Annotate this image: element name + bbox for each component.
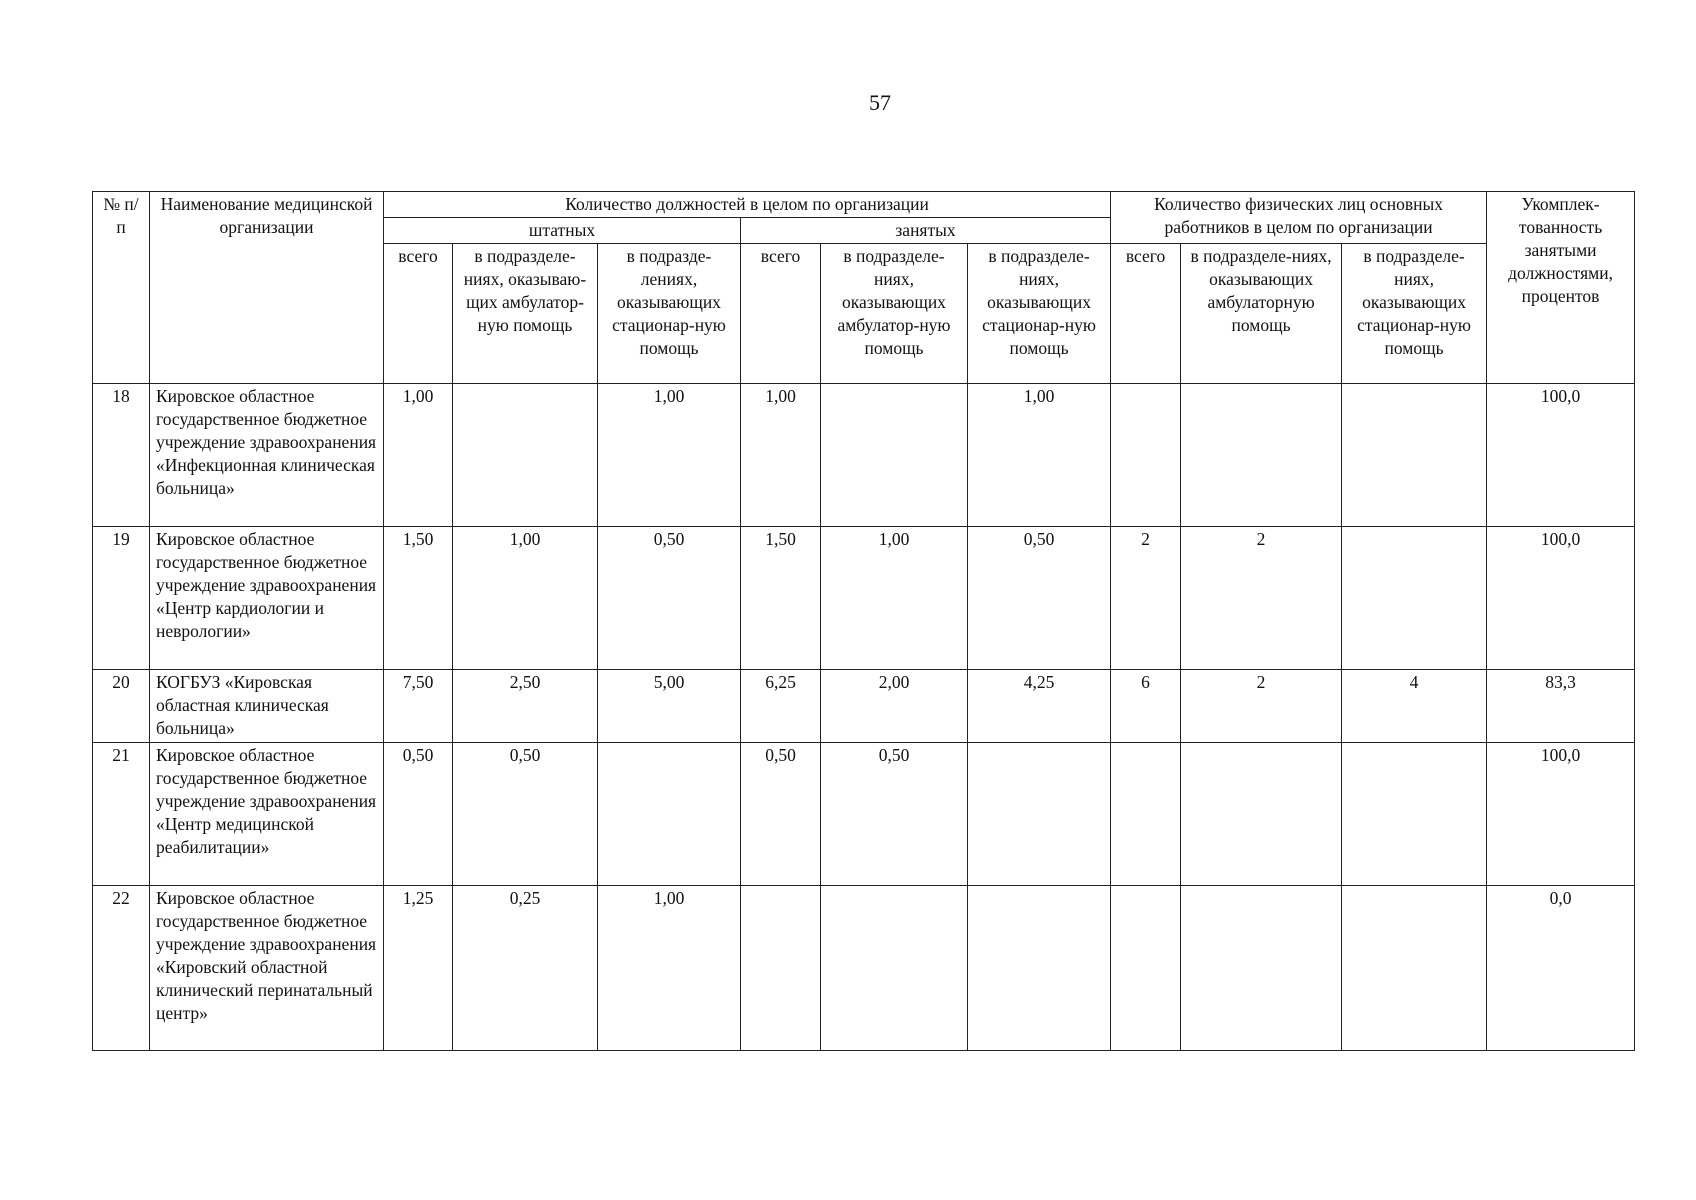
cell-occ-stat: 1,00 bbox=[968, 384, 1111, 527]
header-occ-total: всего bbox=[741, 244, 821, 384]
header-staff-total: всего bbox=[384, 244, 453, 384]
cell-pers-amb bbox=[1181, 886, 1342, 1051]
cell-name: КОГБУЗ «Кировская областная клиническая больница» bbox=[150, 670, 384, 743]
cell-staff-amb: 0,25 bbox=[453, 886, 598, 1051]
cell-staffing: 0,0 bbox=[1487, 886, 1635, 1051]
header-staff-sub: штатных bbox=[384, 218, 741, 244]
cell-no: 18 bbox=[93, 384, 150, 527]
header-pers-total: всего bbox=[1111, 244, 1181, 384]
cell-pers-stat bbox=[1342, 743, 1487, 886]
cell-occ-amb bbox=[821, 886, 968, 1051]
cell-occ-amb: 0,50 bbox=[821, 743, 968, 886]
cell-staff-stat: 1,00 bbox=[598, 384, 741, 527]
cell-occ-amb bbox=[821, 384, 968, 527]
header-staff-amb: в подразделе-ниях, оказываю-щих амбулатор-ную помощь bbox=[453, 244, 598, 384]
cell-occ-amb: 1,00 bbox=[821, 527, 968, 670]
cell-staff-total: 1,00 bbox=[384, 384, 453, 527]
cell-pers-stat bbox=[1342, 527, 1487, 670]
cell-staffing: 100,0 bbox=[1487, 743, 1635, 886]
cell-name: Кировское областное государственное бюджетное учреждение здравоохранения «Центр медицинской реабилитации» bbox=[150, 743, 384, 886]
cell-staff-amb: 2,50 bbox=[453, 670, 598, 743]
table-row bbox=[93, 743, 1635, 886]
cell-occ-total bbox=[741, 886, 821, 1051]
cell-no: 21 bbox=[93, 743, 150, 886]
cell-pers-amb: 2 bbox=[1181, 527, 1342, 670]
cell-staff-total: 1,25 bbox=[384, 886, 453, 1051]
cell-pers-total: 6 bbox=[1111, 670, 1181, 743]
cell-occ-total: 6,25 bbox=[741, 670, 821, 743]
cell-pers-total bbox=[1111, 886, 1181, 1051]
table-row bbox=[93, 886, 1635, 1051]
cell-staff-amb: 1,00 bbox=[453, 527, 598, 670]
cell-occ-total: 0,50 bbox=[741, 743, 821, 886]
header-name: Наименование медицинской организации bbox=[150, 192, 384, 384]
cell-staff-stat: 0,50 bbox=[598, 527, 741, 670]
cell-staff-amb: 0,50 bbox=[453, 743, 598, 886]
header-occ-stat: в подразделе-ниях, оказывающих стационар-ную помощь bbox=[968, 244, 1111, 384]
header-persons-group: Количество физических лиц основных работников в целом по организации bbox=[1111, 192, 1487, 244]
staffing-table bbox=[92, 191, 1635, 1051]
page-number: 57 bbox=[869, 90, 891, 115]
cell-occ-stat bbox=[968, 886, 1111, 1051]
cell-name: Кировское областное государственное бюджетное учреждение здравоохранения «Инфекционная клиническая больница» bbox=[150, 384, 384, 527]
cell-name: Кировское областное государственное бюджетное учреждение здравоохранения «Центр кардиологии и неврологии» bbox=[150, 527, 384, 670]
cell-occ-total: 1,50 bbox=[741, 527, 821, 670]
cell-staffing: 100,0 bbox=[1487, 527, 1635, 670]
header-staff-stat: в подразде-лениях, оказывающих стационар-ную помощь bbox=[598, 244, 741, 384]
table-row bbox=[93, 527, 1635, 670]
header-no: № п/п bbox=[93, 192, 150, 384]
cell-pers-total: 2 bbox=[1111, 527, 1181, 670]
header-occ-amb: в подразделе-ниях, оказывающих амбулатор-ную помощь bbox=[821, 244, 968, 384]
cell-pers-amb bbox=[1181, 384, 1342, 527]
header-pers-amb: в подразделе-ниях, оказывающих амбулаторную помощь bbox=[1181, 244, 1342, 384]
cell-pers-amb bbox=[1181, 743, 1342, 886]
cell-pers-stat bbox=[1342, 886, 1487, 1051]
header-occupied-sub: занятых bbox=[741, 218, 1111, 244]
cell-staffing: 83,3 bbox=[1487, 670, 1635, 743]
cell-staff-stat: 5,00 bbox=[598, 670, 741, 743]
cell-staff-total: 1,50 bbox=[384, 527, 453, 670]
header-pers-stat: в подразделе-ниях, оказывающих стационар-ную помощь bbox=[1342, 244, 1487, 384]
cell-no: 22 bbox=[93, 886, 150, 1051]
cell-staff-stat bbox=[598, 743, 741, 886]
cell-staff-total: 0,50 bbox=[384, 743, 453, 886]
cell-no: 20 bbox=[93, 670, 150, 743]
cell-pers-total bbox=[1111, 384, 1181, 527]
cell-pers-total bbox=[1111, 743, 1181, 886]
header-staffing: Укомплек-тованность занятыми должностями, процентов bbox=[1487, 192, 1635, 384]
cell-no: 19 bbox=[93, 527, 150, 670]
cell-staff-total: 7,50 bbox=[384, 670, 453, 743]
cell-occ-stat bbox=[968, 743, 1111, 886]
cell-staff-amb bbox=[453, 384, 598, 527]
cell-staff-stat: 1,00 bbox=[598, 886, 741, 1051]
table-row bbox=[93, 670, 1635, 743]
cell-pers-stat: 4 bbox=[1342, 670, 1487, 743]
cell-occ-stat: 4,25 bbox=[968, 670, 1111, 743]
header-positions-group: Количество должностей в целом по организации bbox=[384, 192, 1111, 218]
cell-pers-amb: 2 bbox=[1181, 670, 1342, 743]
cell-occ-stat: 0,50 bbox=[968, 527, 1111, 670]
cell-name: Кировское областное государственное бюджетное учреждение здравоохранения «Кировский областной клинический перинатальный центр» bbox=[150, 886, 384, 1051]
cell-pers-stat bbox=[1342, 384, 1487, 527]
table-row bbox=[93, 384, 1635, 527]
cell-occ-amb: 2,00 bbox=[821, 670, 968, 743]
cell-occ-total: 1,00 bbox=[741, 384, 821, 527]
cell-staffing: 100,0 bbox=[1487, 384, 1635, 527]
